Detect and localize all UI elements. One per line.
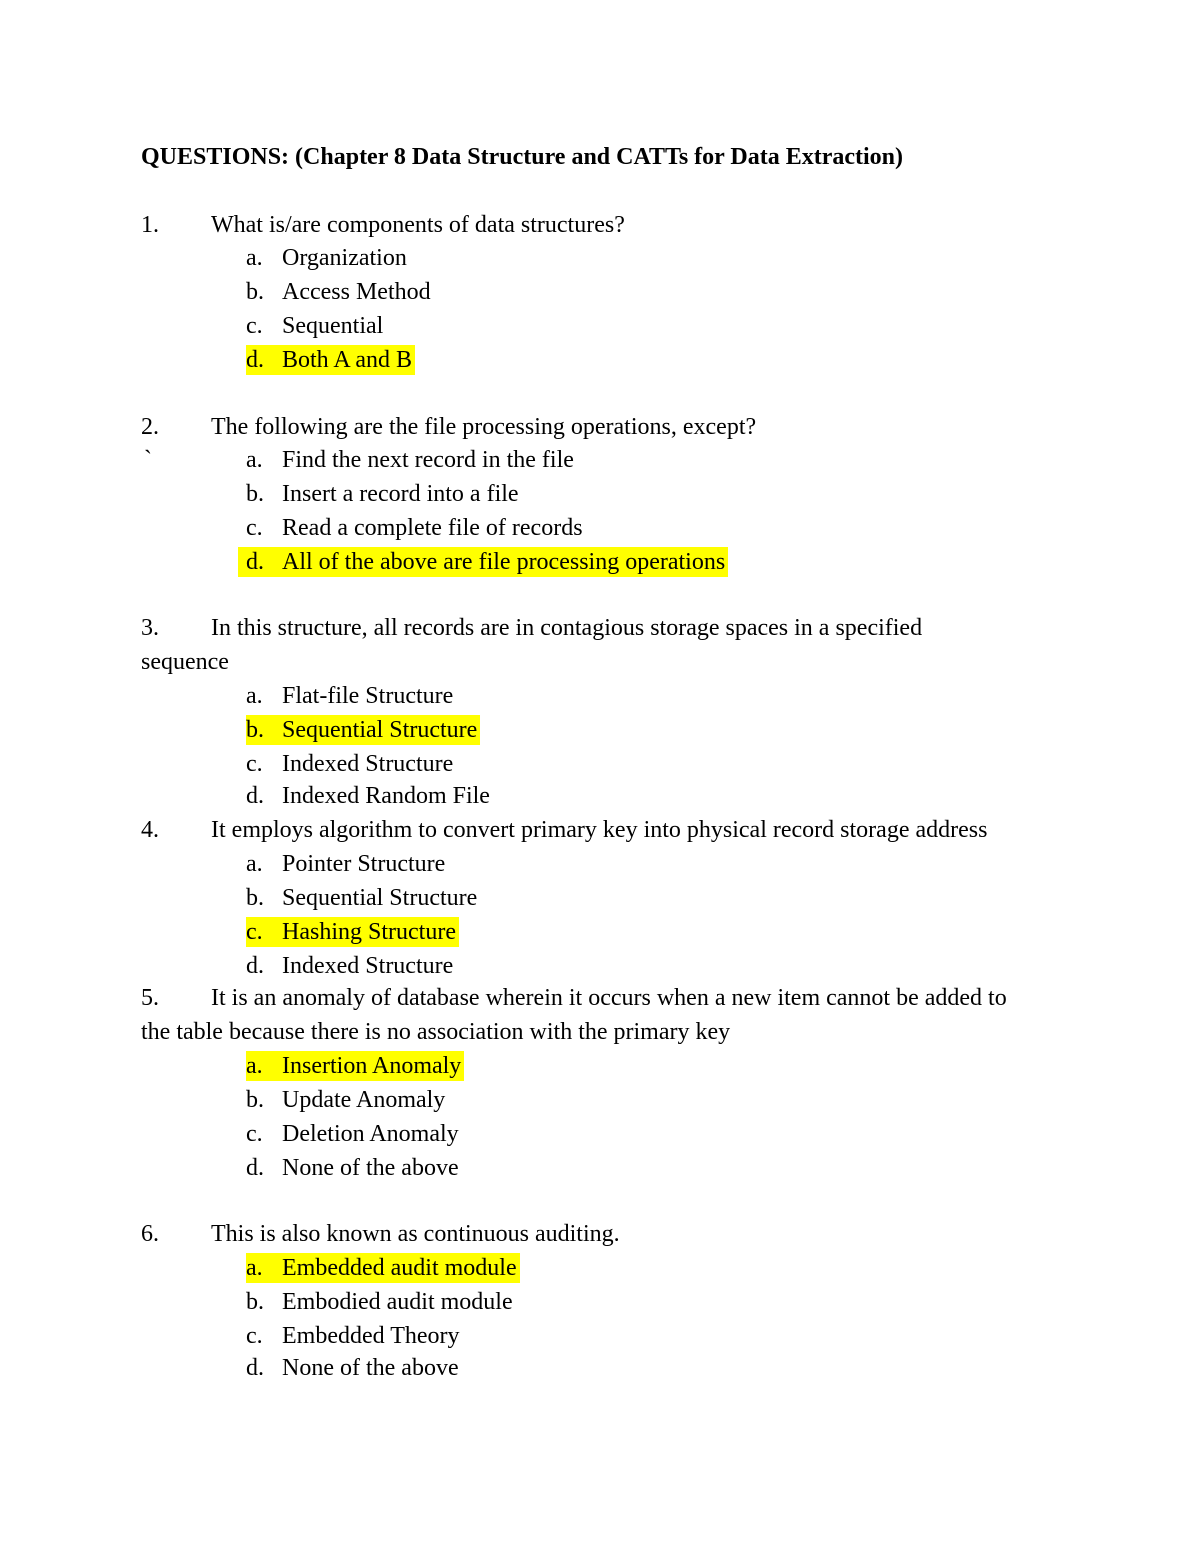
- option-d: d. None of the above: [246, 1355, 459, 1381]
- option-c-highlighted-answer: c. Hashing Structure: [246, 917, 459, 947]
- option-a: a. Find the next record in the file: [246, 447, 574, 473]
- option-c: c. Sequential: [246, 313, 384, 339]
- option-a-highlighted-answer: a. Embedded audit module: [246, 1253, 520, 1283]
- option-b: b. Embodied audit module: [246, 1289, 513, 1315]
- option-c: c. Indexed Structure: [246, 751, 454, 777]
- question-number: 1.: [141, 212, 159, 238]
- question-text-continued: the table because there is no association with the primary key: [141, 1019, 731, 1045]
- question-number: 3.: [141, 615, 159, 641]
- question-number: 5.: [141, 985, 159, 1011]
- option-c: c. Deletion Anomaly: [246, 1121, 459, 1147]
- option-d: d. None of the above: [246, 1155, 459, 1181]
- question-text: What is/are components of data structures?: [211, 212, 625, 238]
- question-text: The following are the file processing operations, except?: [211, 414, 757, 440]
- option-b-highlighted-answer: b. Sequential Structure: [246, 715, 480, 745]
- option-a: a. Pointer Structure: [246, 851, 446, 877]
- option-b: b. Sequential Structure: [246, 885, 478, 911]
- question-text-continued: sequence: [141, 649, 229, 675]
- question-text: It employs algorithm to convert primary key into physical record storage address: [211, 817, 988, 843]
- question-text: This is also known as continuous auditing.: [211, 1221, 620, 1247]
- stray-mark: `: [144, 447, 152, 473]
- option-a-highlighted-answer: a. Insertion Anomaly: [246, 1051, 464, 1081]
- option-d-highlighted-answer: d. All of the above are file processing operations: [238, 547, 728, 577]
- option-d: d. Indexed Structure: [246, 953, 454, 979]
- option-c: c. Embedded Theory: [246, 1323, 460, 1349]
- option-a: a. Flat-file Structure: [246, 683, 454, 709]
- option-b: b. Access Method: [246, 279, 431, 305]
- option-d-highlighted-answer: d. Both A and B: [246, 345, 415, 375]
- option-d: d. Indexed Random File: [246, 783, 490, 809]
- question-text: It is an anomaly of database wherein it occurs when a new item cannot be added to: [211, 985, 1007, 1011]
- option-b: b. Update Anomaly: [246, 1087, 446, 1113]
- question-number: 4.: [141, 817, 159, 843]
- question-number: 2.: [141, 414, 159, 440]
- page-title: QUESTIONS: (Chapter 8 Data Structure and CATTs for Data Extraction): [141, 144, 904, 170]
- question-text: In this structure, all records are in contagious storage spaces in a specified: [211, 615, 923, 641]
- option-b: b. Insert a record into a file: [246, 481, 519, 507]
- option-a: a. Organization: [246, 245, 407, 271]
- option-c: c. Read a complete file of records: [246, 515, 583, 541]
- question-number: 6.: [141, 1221, 159, 1247]
